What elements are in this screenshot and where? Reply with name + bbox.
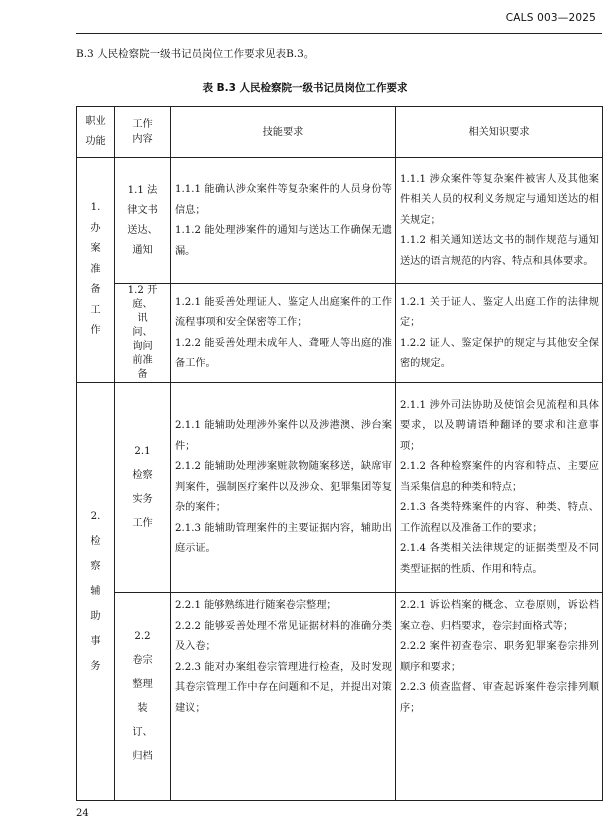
content-label-2-2: 2.2 卷宗整理装订、归档 (132, 630, 153, 762)
skill-item: 2.1.3 能辅助管理案件的主要证据内容，辅助出庭示证。 (175, 522, 392, 555)
skill-item: 1.1.2 能处理涉案件的通知与送达工作确保无遗漏。 (175, 225, 392, 257)
skill-item: 2.1.2 能辅助处理涉案赃款物随案移送，缺席审判案件，强制医疗案件以及涉众、犯罪集团等复杂的案件； (175, 461, 392, 514)
content-cell-1-2 (115, 284, 171, 383)
content-cell-2-1 (115, 383, 171, 593)
requirements-table (76, 106, 603, 801)
skills-cell-2-1 (171, 383, 396, 593)
skills-list-1-1 (171, 177, 395, 264)
knowledge-cell-1-2 (396, 284, 603, 383)
knowledge-item: 1.1.1 涉众案件等复杂案件被害人及其他案件相关人员的权利义务规定与通知送达的相关规定； (400, 173, 599, 226)
document-code: CALS 003—2025 (505, 12, 596, 24)
knowledge-list-1-1 (396, 167, 602, 275)
table-caption: 表 B.3 人民检察院一级书记员岗位工作要求 (202, 82, 408, 94)
content-label-1-2: 1.2 开庭、讯问、询问前准备 (127, 285, 158, 380)
skill-item: 1.1.1 能确认涉众案件等复杂案件的人员身份等信息； (175, 184, 392, 216)
skills-cell-1-2 (171, 284, 396, 383)
skills-list-2-2 (171, 593, 395, 721)
skill-item: 1.2.1 能妥善处理证人、鉴定人出庭案件的工作流程事项和安全保密等工作； (175, 296, 392, 328)
table-row (77, 284, 603, 383)
header-rule (76, 33, 602, 34)
skills-list-2-1 (171, 413, 395, 562)
content-cell-2-2 (115, 593, 171, 801)
column-header-knowledge: 相关知识要求 (396, 107, 603, 158)
knowledge-item: 2.1.1 涉外司法协助及使馆会见流程和具体要求，以及聘请语种翻译的要求和注意事项； (400, 399, 599, 452)
column-header-skills: 技能要求 (171, 107, 396, 158)
knowledge-list-2-2 (396, 593, 602, 721)
intro-text: B.3 人民检察院一级书记员岗位工作要求见表B.3。 (76, 48, 315, 60)
function-label-1: 1.办案准备工作 (90, 202, 101, 337)
table-row (77, 158, 603, 284)
skill-item: 1.2.2 能妥善处理未成年人、聋哑人等出庭的准备工作。 (175, 337, 392, 369)
knowledge-item: 2.1.3 各类特殊案件的内容、种类、特点、工作流程以及准备工作的要求； (400, 502, 599, 534)
knowledge-item: 2.1.4 各类相关法律规定的证据类型及不同类型证据的性质、作用和特点。 (400, 543, 599, 575)
skill-item: 2.2.1 能够熟练进行随案卷宗整理； (175, 600, 337, 611)
table-row (77, 593, 603, 801)
function-cell-1 (77, 158, 115, 383)
knowledge-cell-2-2 (396, 593, 603, 801)
knowledge-list-1-2 (396, 290, 602, 377)
skills-list-1-2 (171, 290, 395, 377)
column-header-content-label: 工作内容 (132, 119, 153, 145)
skill-item: 2.2.3 能对办案组卷宗管理进行检查，及时发现其卷宗管理工作中存在问题和不足，并提出对策建议； (175, 661, 392, 714)
table-row (77, 383, 603, 593)
knowledge-item: 2.2.3 侦查监督、审查起诉案件卷宗排列顺序； (400, 682, 599, 714)
skill-item: 2.1.1 能辅助处理涉外案件以及涉港澳、涉台案件； (175, 420, 392, 452)
knowledge-cell-2-1 (396, 383, 603, 593)
knowledge-cell-1-1 (396, 158, 603, 284)
skills-cell-1-1 (171, 158, 396, 284)
knowledge-item: 1.1.2 相关通知送达文书的制作规范与通知送达的语言规范的内容、特点和具体要求。 (400, 235, 599, 267)
skills-cell-2-2 (171, 593, 396, 801)
function-cell-2 (77, 383, 115, 801)
knowledge-item: 1.2.2 证人、鉴定保护的规定与其他安全保密的规定。 (400, 337, 599, 369)
knowledge-item: 2.2.1 诉讼档案的概念、立卷原则，诉讼档案立卷、归档要求，卷宗封面格式等； (400, 600, 599, 632)
table-header-row (77, 107, 603, 158)
content-label-2-1: 2.1 检察实务工作 (132, 445, 153, 529)
page-number: 24 (76, 808, 89, 819)
column-header-content (115, 107, 171, 158)
column-header-function-label: 职业功能 (85, 115, 106, 147)
knowledge-item: 2.2.2 案件初查卷宗、职务犯罪案卷宗排列顺序和要求； (400, 641, 599, 673)
function-label-2: 2.检察辅助事务 (90, 511, 101, 672)
skill-item: 2.2.2 能够妥善处理不常见证据材料的准确分类及入卷； (175, 620, 392, 652)
column-header-function (77, 107, 115, 158)
knowledge-item: 2.1.2 各种检察案件的内容和特点、主要应当采集信息的种类和特点； (400, 461, 599, 493)
content-label-1-1: 1.1 法律文书送达、通知 (127, 184, 158, 256)
content-cell-1-1 (115, 158, 171, 284)
knowledge-list-2-1 (396, 393, 602, 583)
knowledge-item: 1.2.1 关于证人、鉴定人出庭工作的法律规定； (400, 296, 599, 328)
